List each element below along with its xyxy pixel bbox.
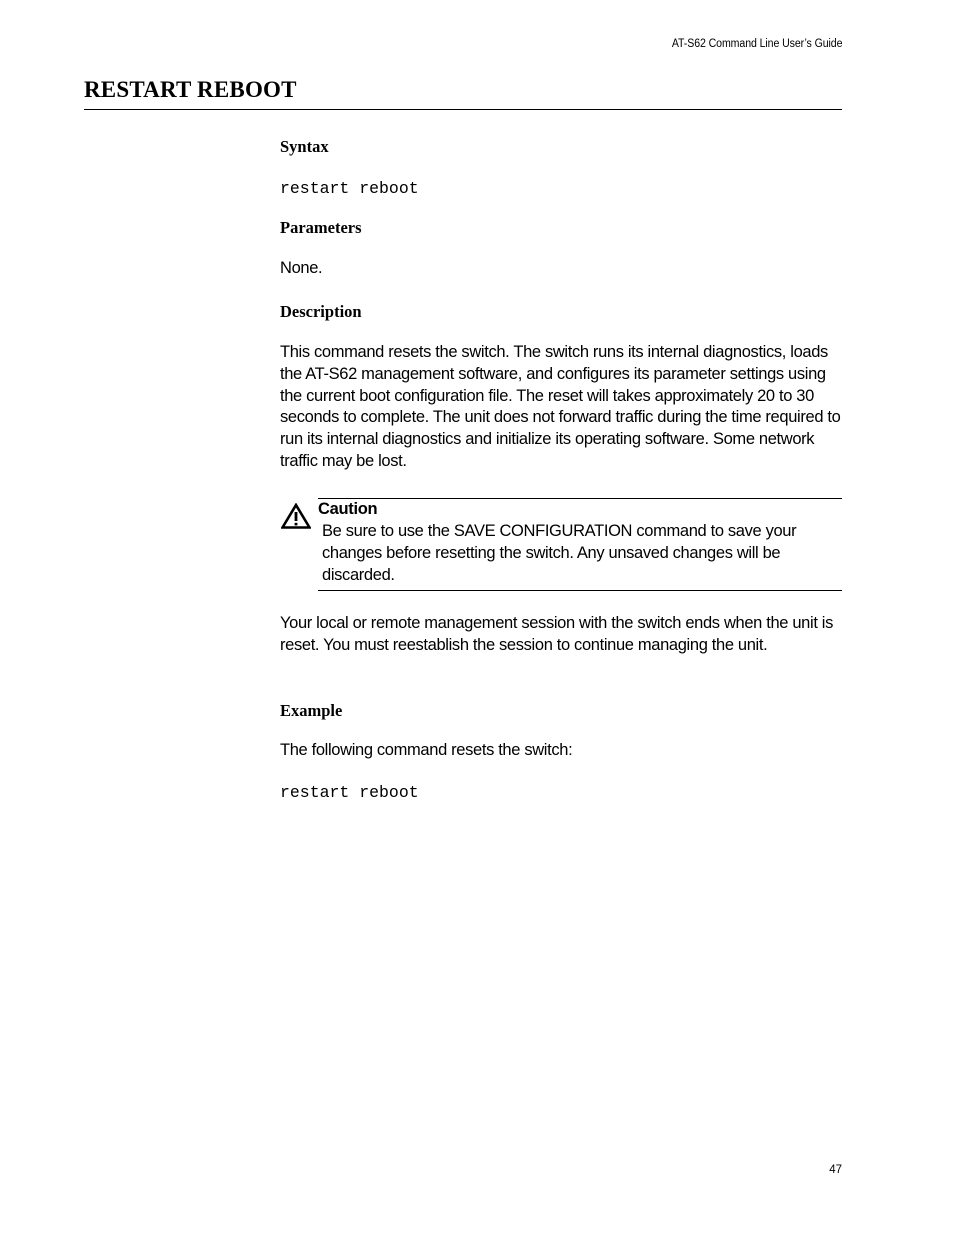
description-heading: Description xyxy=(280,302,362,321)
warning-triangle-icon xyxy=(281,503,311,529)
caution-label: Caution xyxy=(318,500,378,518)
example-command: restart reboot xyxy=(280,783,419,802)
caution-text: Be sure to use the SAVE CONFIGURATION command to save your changes before resetting the switch. Any unsaved changes will be discarded. xyxy=(322,522,797,584)
session-note-text: Your local or remote management session with the switch ends when the unit is reset. You must reestablish the session to continue managing the unit. xyxy=(280,614,833,654)
syntax-command: restart reboot xyxy=(280,179,419,198)
example-intro: The following command resets the switch: xyxy=(280,741,573,759)
example-heading: Example xyxy=(280,701,343,720)
parameters-heading: Parameters xyxy=(280,218,362,237)
description-text: This command resets the switch. The switch runs its internal diagnostics, loads the AT-S62 management software, and configures its parameter settings using the current boot configuration file. The reset will takes approximately 20 to 30 seconds to complete. The unit does not forward traffic during the time required to run its internal diagnostics and initialize its operating software. Some network traffic may be lost. xyxy=(280,343,841,470)
parameters-text: None. xyxy=(280,259,323,277)
page-number: 47 xyxy=(829,1164,842,1176)
title-divider xyxy=(84,109,842,110)
caution-top-rule xyxy=(318,498,842,499)
running-header: AT-S62 Command Line User’s Guide xyxy=(671,38,842,50)
syntax-heading: Syntax xyxy=(280,137,329,156)
page-title: RESTART REBOOT xyxy=(84,77,297,102)
caution-bottom-rule xyxy=(318,590,842,591)
